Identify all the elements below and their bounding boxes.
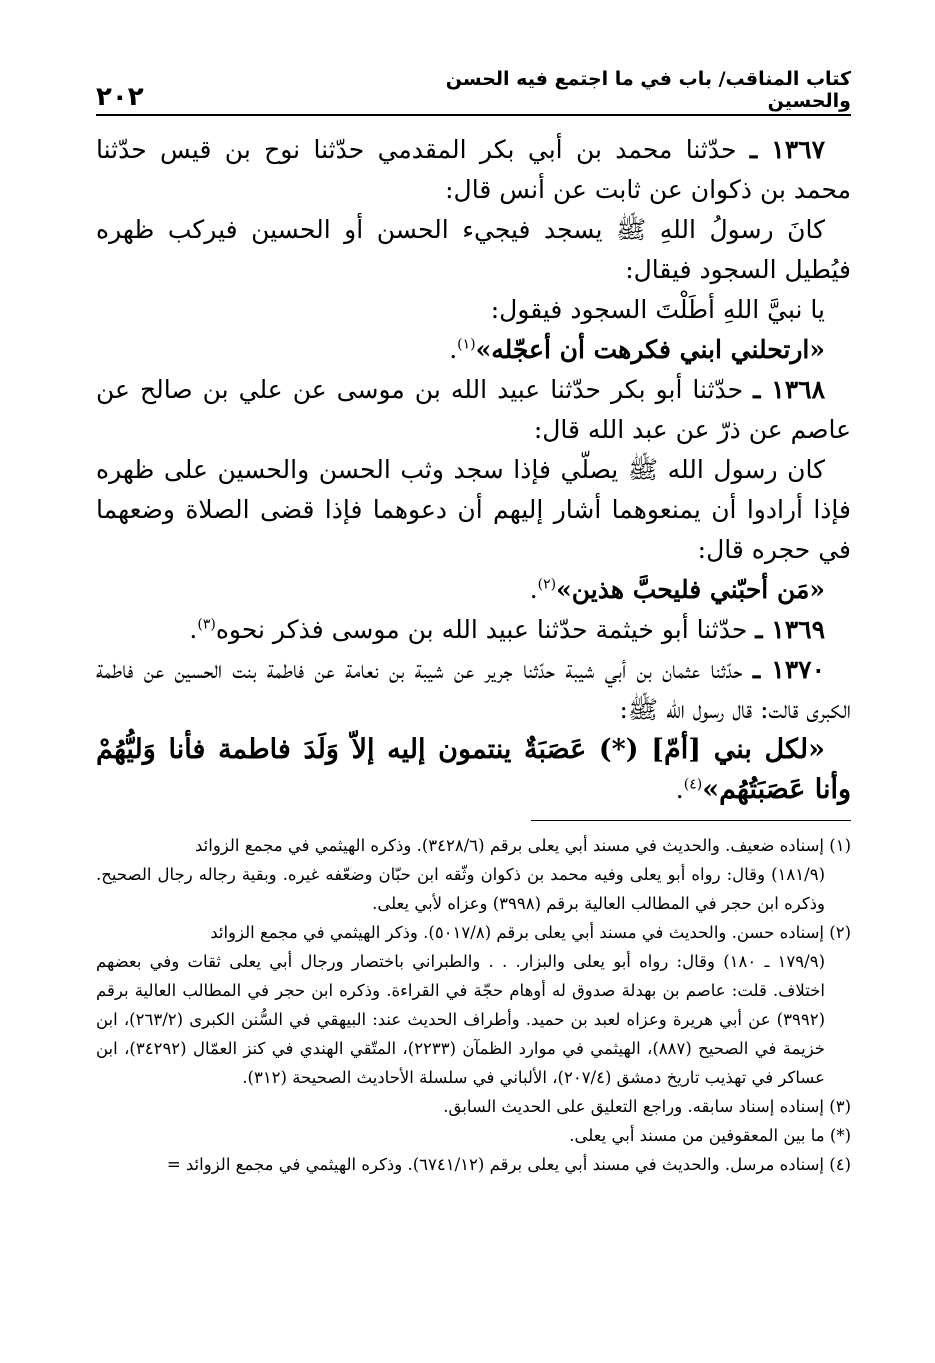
footnote-2-cont <box>96 947 851 1092</box>
main-text <box>96 130 851 810</box>
footnote-3 <box>96 1092 851 1121</box>
page-number: ٢٠٢ <box>96 82 144 112</box>
footnote-ref: (٤) <box>683 776 703 793</box>
hadith-1369: ١٣٦٩ ـ حدّثنا أبو خيثمة حدّثنا عبيد الله بن موسى فذكر نحوه$^{(٣)}$. <box>189 615 825 644</box>
footnote-1 <box>96 831 851 860</box>
footnote-text: (١) إسناده ضعيف. والحديث في مسند أبي يعلى برقم (٣٤٢٨/٦). وذكره الهيثمي في مجمع الزوائد <box>195 836 851 855</box>
footnote-text: (١٧٩/٩ ـ ١٨٠) وقال: رواه أبو يعلى والبزار. . . والطبراني باختصار ورجال أبي يعلى ثقات وفي بعضهم اختلاف. قلت: عاصم بن بهدلة صدوق له أوهام حجّة في القراءة. وذكره ابن حجر في المطالب العالية برقم (٣٩٩٢) عن أبي هريرة وعزاه لعبد بن حميد. وأطراف الحديث عند: البيهقي في السُّنن الكبرى (٢٦٣/٢)، ابن خزيمة في الصحيح (٨٨٧)، الهيثمي في موارد الظمآن (٢٢٣٣)، المتّقي الهندي في كنز العمّال (٣٤٢٩٢)، ابن عساكر في تهذيب تاريخ دمشق (٢٠٧/٤)، الألباني في سلسلة الأحاديث الصحيحة (٣١٢). <box>96 952 826 1087</box>
hadith-1370-isnad <box>96 650 851 730</box>
hadith-number: ١٣٧٠ ـ <box>752 655 826 684</box>
footnote-text: (١٨١/٩) وقال: رواه أبو يعلى وفيه محمد بن ذكوان وثّقه ابن حبّان وضعّفه غيره. وبقية رجاله رجال الصحيح. وذكره ابن حجر في المطالب العالية برقم (٣٩٩٨) وعزاه لأبي يعلى. <box>96 865 825 913</box>
header-title: كتاب المناقب/ باب في ما اجتمع فيه الحسن والحسين <box>445 68 851 112</box>
footnote-1-cont <box>96 860 851 918</box>
footnote-2 <box>96 918 851 947</box>
footnote-text: (٤) إسناده مرسل. والحديث في مسند أبي يعلى برقم (٦٧٤١/١٢). وذكره الهيثمي في مجمع الزوائد = <box>166 1155 851 1174</box>
footnote-separator <box>531 820 851 821</box>
hadith-1367-isnad <box>96 130 851 210</box>
footnotes <box>96 831 851 1179</box>
isnad-text: حدّثنا أبو خيثمة حدّثنا عبيد الله بن موسى فذكر نحوه <box>215 615 748 644</box>
matn-text: كانَ رسولُ اللهِ ﷺ يسجد فيجيء الحسن أو الحسين فيركب ظهره فيُطيل السجود فيقال: <box>96 215 851 284</box>
dialogue-text: يا نبيَّ اللهِ أطَلْتَ السجود فيقول: <box>490 295 825 324</box>
footnote-text: (*) ما بين المعقوفين من مسند أبي يعلى. <box>569 1126 851 1145</box>
prophetic-quote: «مَن أحبّني فليحبَّ هذين» <box>556 575 825 604</box>
footnote-ref: (٢) <box>537 576 557 593</box>
hadith-1367-matn <box>96 210 851 290</box>
hadith-1368-isnad <box>96 370 851 450</box>
hadith-number: ١٣٦٩ ـ <box>755 615 825 644</box>
footnote-ref: (٣) <box>197 616 216 633</box>
page <box>96 70 851 1179</box>
isnad-text: حدّثنا أبو بكر حدّثنا عبيد الله بن موسى عن علي بن صالح عن عاصم عن ذرّ عن عبد الله قال: <box>96 375 851 444</box>
hadith-1368-matn <box>96 450 851 570</box>
footnote-text: (٣) إسناده إسناد سابقه. وراجع التعليق على الحديث السابق. <box>443 1097 851 1116</box>
footnote-ref: (١) <box>457 336 476 353</box>
hadith-number: ١٣٦٧ ـ <box>749 135 826 164</box>
prophetic-quote: «لكل بني [أمّ] (*) عَصَبَةٌ ينتمون إليه إلاّ وَلَدَ فاطمة فأنا وَليُّهُمْ وأنا عَصَبَتُهُم» <box>96 734 851 805</box>
running-header <box>96 70 851 116</box>
prophetic-quote: «ارتحلني ابني فكرهت أن أعجّله» <box>475 335 825 364</box>
hadith-1370-quote: «لكل بني [أمّ] (*) عَصَبَةٌ ينتمون إليه إلاّ وَلَدَ فاطمة فأنا وَليُّهُمْ وأنا عَصَبَتُهُم»$^{(٤)}$. <box>96 734 851 805</box>
hadith-number: ١٣٦٨ ـ <box>753 375 826 404</box>
isnad-text: حدّثنا عثمان بن أبي شيبة حدّثنا جرير عن شيبة بن نعامة عن فاطمة بنت الحسين عن فاطمة الكبرى قالت: قال رسول الله ﷺ: <box>96 655 851 724</box>
matn-text: كان رسول الله ﷺ يصلّي فإذا سجد وثب الحسن والحسين على ظهره فإذا أرادوا أن يمنعوهما أشار إليهم أن دعوهما فإذا قضى الصلاة وضعهما في حجره قال: <box>96 455 851 564</box>
isnad-text: حدّثنا محمد بن أبي بكر المقدمي حدّثنا نوح بن قيس حدّثنا محمد بن ذكوان عن ثابت عن أنس قال: <box>96 135 851 204</box>
footnote-text: (٢) إسناده حسن. والحديث في مسند أبي يعلى برقم (٥٠١٧/٨). وذكر الهيثمي في مجمع الزوائد <box>210 923 851 942</box>
footnote-4 <box>96 1150 851 1179</box>
hadith-1367-quote: «ارتحلني ابني فكرهت أن أعجّله»$^{(١)}$. <box>449 335 825 364</box>
hadith-1368-quote: «مَن أحبّني فليحبَّ هذين»$^{(٢)}$. <box>529 575 825 604</box>
footnote-star <box>96 1121 851 1150</box>
hadith-1367-question <box>96 290 851 330</box>
